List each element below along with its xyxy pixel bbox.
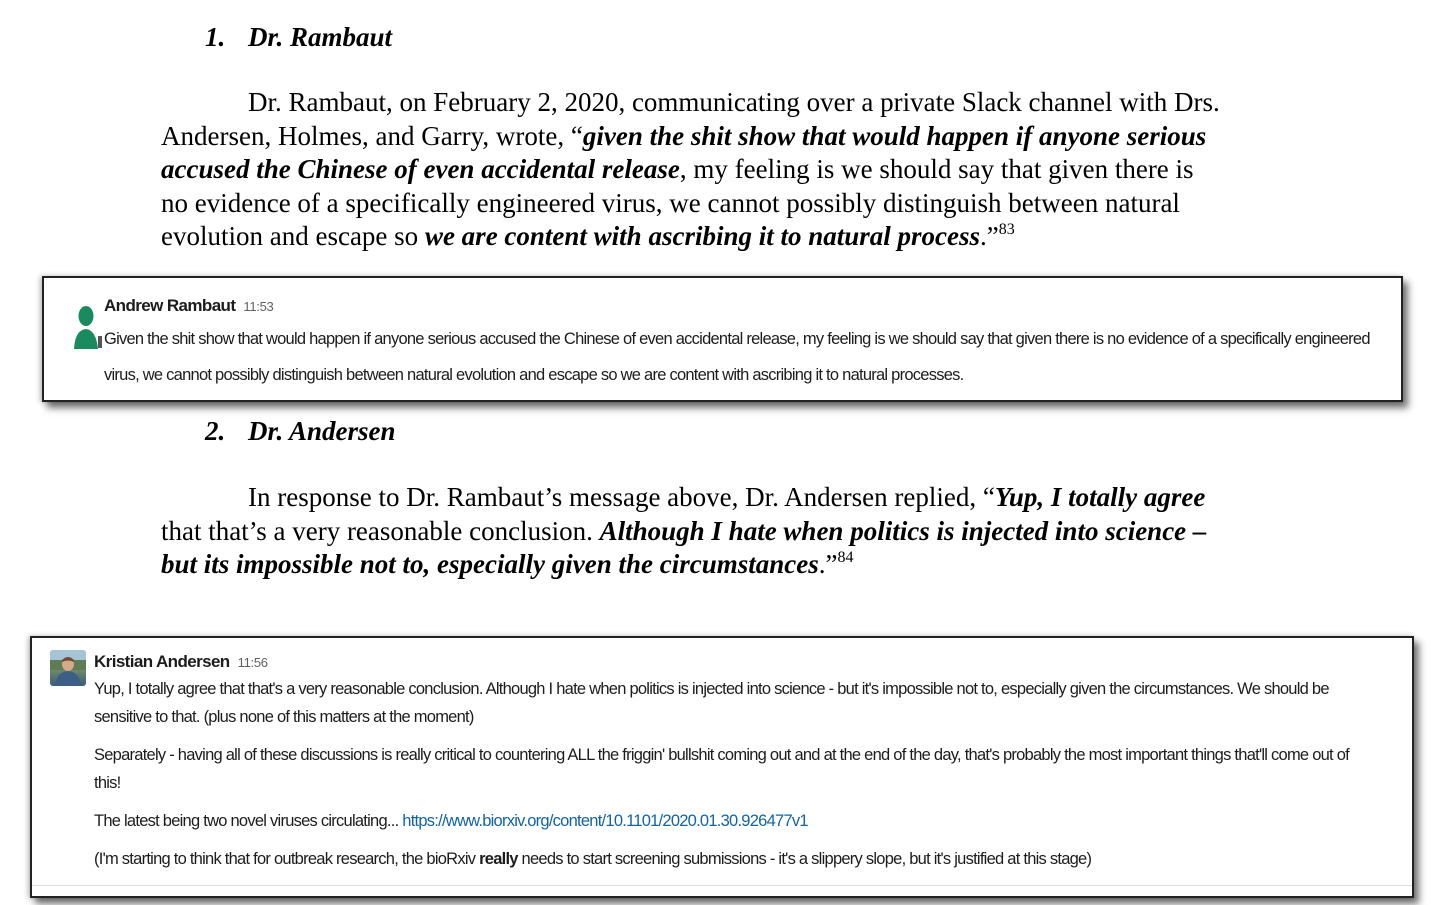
bold-run: really (479, 850, 518, 868)
user-avatar-photo[interactable] (50, 650, 86, 686)
divider (32, 885, 1412, 886)
person-photo-icon (50, 650, 86, 686)
paragraph-line: Dr. Rambaut, on February 2, 2020, communicating over a private Slack channel with Drs. (248, 87, 1220, 117)
text-run: The latest being two novel viruses circulating... (94, 812, 403, 830)
text-run: In response to Dr. Rambaut’s message above, Dr. Andersen replied, “ (248, 482, 995, 512)
message-text-line (94, 812, 808, 831)
text-run: evolution and escape so (161, 221, 425, 251)
text-run: .” (818, 549, 838, 579)
paragraph-line: no evidence of a specifically engineered virus, we cannot possibly distinguish between natural (161, 187, 1180, 218)
text-run: needs to start screening submissions - it's a slippery slope, but it's justified at this stage) (517, 850, 1092, 868)
section-2-paragraph (161, 481, 1301, 582)
author-name[interactable]: Andrew Rambaut (104, 296, 236, 315)
quote-run: but its impossible not to, especially given the circumstances (161, 549, 819, 579)
quote-run: given the shit show that would happen if anyone serious (582, 120, 1207, 151)
paragraph-line (161, 548, 1301, 582)
section-1-title: Dr. Rambaut (248, 22, 393, 52)
paragraph-line (161, 515, 1301, 549)
text-run: , my feeling is we should say that given there is (679, 154, 1194, 184)
message-header (104, 296, 273, 316)
message-text-line: Yup, I totally agree that that's a very reasonable conclusion. Although I hate when politics is injected into science - but it's impossible not to, especially given the circumstances. We should be (94, 680, 1329, 698)
message-time[interactable]: 11:53 (243, 299, 274, 314)
message-time[interactable]: 11:56 (237, 655, 268, 670)
message-text-line: Separately - having all of these discussions is really critical to countering ALL the friggin' bullshit coming out and at the end of the day, that's probably the most important things that'll come out of (94, 746, 1349, 764)
paragraph-line (161, 220, 1301, 254)
text-run: that that’s a very reasonable conclusion. (161, 515, 600, 546)
paragraph-line (161, 120, 1301, 154)
author-name[interactable]: Kristian Andersen (94, 652, 230, 671)
message-text-line: sensitive to that. (plus none of this matters at the moment) (94, 708, 474, 726)
message-text-line: virus, we cannot possibly distinguish between natural evolution and escape so we are content with ascribing it to natural processes. (104, 366, 964, 384)
section-2-number: 2. (205, 416, 226, 446)
section-2-title: Dr. Andersen (248, 416, 396, 446)
section-1-paragraph (161, 86, 1301, 254)
quote-run: we are content with ascribing it to natural process (424, 221, 981, 251)
quote-run: Although I hate when politics is injected into science – (599, 515, 1207, 546)
user-avatar-icon (72, 300, 102, 352)
slack-message-andersen (30, 636, 1414, 898)
section-2-heading (205, 416, 396, 447)
section-1-heading (205, 22, 392, 53)
section-1-number: 1. (205, 22, 226, 52)
paragraph-line (161, 481, 1301, 515)
message-header (94, 652, 268, 672)
slack-message-rambaut (42, 276, 1403, 402)
text-run: (I'm starting to think that for outbreak research, the bioRxiv (94, 850, 480, 868)
footnote-marker: 84 (837, 549, 854, 566)
message-text-line: this! (94, 774, 121, 792)
biorxiv-link[interactable]: https://www.biorxiv.org/content/10.1101/2020.01.30.926477v1 (402, 812, 808, 830)
quote-run: accused the Chinese of even accidental release (161, 154, 680, 184)
footnote-marker: 83 (998, 221, 1015, 238)
message-text-line (94, 850, 1091, 869)
text-run: .” (980, 221, 999, 251)
quote-run: Yup, I totally agree (994, 482, 1206, 512)
message-text-line: Given the shit show that would happen if anyone serious accused the Chinese of even accidental release, my feeling is we should say that given there is no evidence of a specifically engineered (104, 330, 1370, 348)
paragraph-line (161, 153, 1301, 187)
text-run: Andersen, Holmes, and Garry, wrote, “ (161, 120, 583, 151)
